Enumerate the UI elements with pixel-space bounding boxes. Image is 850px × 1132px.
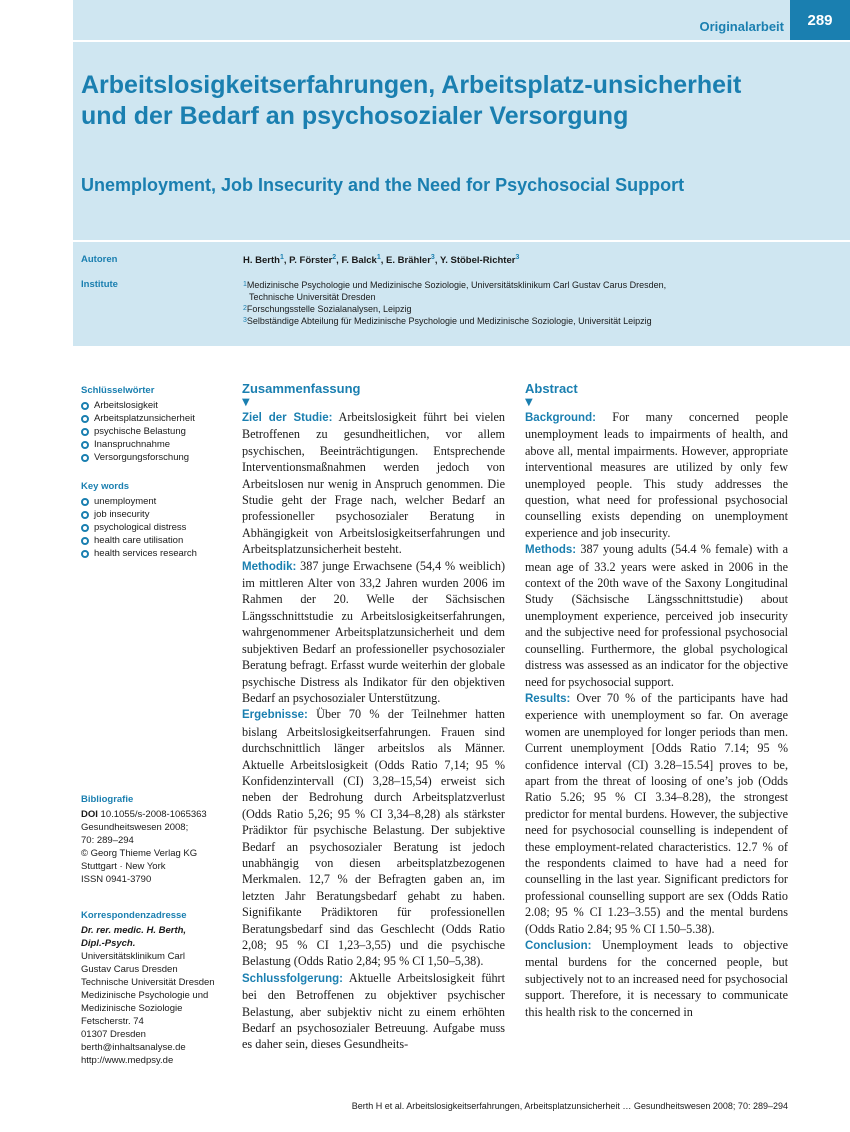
ring-bullet-icon [81, 415, 89, 423]
bibliography-block [81, 793, 231, 886]
address-line: Technische Universität Dresden [81, 977, 215, 988]
institute-item-continued: Technische Universität Dresden [249, 292, 376, 302]
biblio-line: 70: 289–294 [81, 835, 134, 846]
ring-bullet-icon [81, 537, 89, 545]
author: H. Berth [243, 255, 280, 267]
keyword-item: health services research [81, 547, 231, 560]
keyword-item: psychological distress [81, 521, 231, 534]
title-block [73, 42, 850, 240]
institutes-label: Institute [81, 279, 118, 290]
abstract-section: Ergebnisse: Über 70 % der Teilnehmer hatten bislang Arbeitslosigkeitserfahrungen. Frauen sind durchschnittlich länger arbeitslos als Männer. Aktuelle Arbeitslosigkeit (Odds Ratio 7,14; 95 % Konfidenzintervall (CI) 3,28–15,54) erweist sich neben der Bedrohung durch Arbeitsplatzverlust (Odds Ratio 5,26; 95 % CI 3,34–8,28) als stärkster Prädiktor für psychische Belastung. Der subjektive Bedarf an psychosozialer Beratung ist jedoch unabhängig von diesen arbeitsplatzbezogenen Merkmalen. 12,7 % der Befragten gaben an, im letzten Jahr Beratungsbedarf gehabt zu haben. Signifikante Prädiktoren für professionellen Beratungsbedarf sind das Geschlecht (Odds Ratio 2,08; 95 % CI 1,23–3,55) und die psychische Belastung (Odds Ratio 2,84; 95 % CI 1,50–5,38). [242, 707, 505, 969]
abstract-section: Schlussfolgerung: Aktuelle Arbeitslosigkeit führt bei den Betroffenen zu objektiver psychischer Belastung, aber subjektiv nicht zu einem erhöhten Bedarf an psychosozialer Betreuung. Aufgabe muss es daher sein, dieses Gesundheits- [242, 970, 505, 1052]
triangle-down-icon: ▼ [242, 397, 250, 408]
abstract-section: Methods: 387 young adults (54.4 % female) with a mean age of 33.2 years were asked in 2006 in the context of the 20th wave of the Saxony Longitudinal Study (Sächsische Längsschnittstudie) about unemployment experience, perceived job insecurity and the subjective need for professional psychosocial counselling. Furthermore, the global psychological distress was assessed as an indicator for the objective need for psychosocial support. [525, 542, 788, 689]
abstract-section: Methodik: 387 junge Erwachsene (54,4 % weiblich) im mittleren Alter von 33,2 Jahren wurden 2006 im Rahmen der 20. Welle der Sächsischen Längsschnittstudie zu Arbeitslosigkeitserfahrungen, wahrgenommener Arbeitsplatzunsicherheit und dem subjektiven Bedarf an professioneller psychosozialer Beratung befragt. Erfasst wurde weiterhin der globale psychische Distress als Indikator für den objektiven Bedarf an psychosozialer Unterstützung. [242, 558, 506, 705]
address-line: Fetscherstr. 74 [81, 1016, 144, 1027]
biblio-line: ISSN 0941-3790 [81, 874, 152, 885]
page-number: 289 [790, 0, 850, 40]
ring-bullet-icon [81, 402, 89, 410]
keywords-de-block [81, 384, 231, 464]
title-english: Unemployment, Job Insecurity and the Need for Psychosocial Support [81, 175, 685, 195]
abstract-section: Results: Over 70 % of the participants have had experience with unemployment so far. On average women are unemployed for longer periods than men. Current unemployment [Odds Ratio 7.14; 95 % confidence interval (CI) 3.28–15.54] proves to be, apart from the threat of loosing of one’s job (Odds Ratio 5.26; 95 % CI 3.34–8.28), the strongest predictor for mental burdens. However, the subjective need for psychosocial counselling is independent of these employment-related characteristics. 12.7 % of the respondents claimed to have had a need for counselling in the last year. Significant predictors for professional counselling support are sex (Odds Ratio 2.08; 95 % CI 1.23–3.55) and the mental burdens (Odds Ratio 2.84; 95 % CI 1.50–5.38). [525, 690, 789, 936]
author-affiliation: 3 [430, 254, 435, 261]
address-line: Universitätsklinikum Carl [81, 951, 185, 962]
abstract-english [525, 381, 788, 1020]
author: E. Brähler [386, 255, 431, 267]
address-line: 01307 Dresden [81, 1029, 146, 1040]
keyword-item: psychische Belastung [81, 425, 231, 438]
keywords-sidebar [81, 384, 231, 576]
ring-bullet-icon [81, 511, 89, 519]
ring-bullet-icon [81, 428, 89, 436]
triangle-down-icon: ▼ [525, 397, 533, 408]
abstract-de-heading: Zusammenfassung [242, 381, 361, 396]
authors-list: H. Berth$^1$, P. Förster$^2$, F. Balck$^1$, E. Brähler$^3$, Y. Stöbel-Richter$^3$ [243, 254, 520, 267]
abstract-section: Conclusion: Unemployment leads to objective mental burdens for the concerned people, but subjectively not to an increased need for psychosocial support. Therefore, it is necessary to communicate this health risk to the concerned in [525, 938, 789, 1019]
meta-block [73, 242, 850, 346]
institutes-list [243, 279, 843, 327]
abstract-section: Ziel der Studie: Arbeitslosigkeit führt bei vielen Betroffenen zu gesundheitlichen, vor allem psychischen, Beeinträchtigungen. Entsprechende Interventionsmaßnahmen werden jedoch von Arbeitslosen nur wenig in Anspruch genommen. Die Studie geht der Frage nach, welcher Bedarf an professioneller psychosozialer Beratung in Abhängigkeit von Arbeitslosigkeitserfahrungen und Arbeitsplatzunsicherheit besteht. [242, 410, 505, 557]
doi-line: DOI 10.1055/s-2008-1065363 [81, 809, 207, 820]
website-link[interactable]: http://www.medpsy.de [81, 1055, 174, 1066]
correspondence-name: Dr. rer. medic. H. Berth, [81, 925, 187, 936]
ring-bullet-icon [81, 498, 89, 506]
keyword-item: Arbeitslosigkeit [81, 399, 231, 412]
authors-label: Autoren [81, 254, 118, 265]
correspondence-block [81, 909, 231, 1067]
author: Y. Stöbel-Richter [439, 255, 516, 267]
institute-item: $^3$Selbständige Abteilung für Medizinische Psychologie und Medizinische Soziologie, Universität Leipzig [243, 316, 652, 326]
title-german: Arbeitslosigkeitserfahrungen, Arbeitsplatz-unsicherheit und der Bedarf an psychosozialer Versorgung [81, 71, 742, 130]
bibliography-label: Bibliografie [81, 794, 134, 805]
author: P. Förster [289, 255, 333, 267]
keyword-item: unemployment [81, 495, 231, 508]
ring-bullet-icon [81, 550, 89, 558]
keyword-item: Arbeitsplatzunsicherheit [81, 412, 231, 425]
correspondence-title: Dipl.-Psych. [81, 938, 136, 949]
biblio-line: Gesundheitswesen 2008; [81, 822, 189, 833]
ring-bullet-icon [81, 441, 89, 449]
ring-bullet-icon [81, 454, 89, 462]
doi-value[interactable]: 10.1055/s-2008-1065363 [100, 809, 207, 820]
keywords-en-label: Key words [81, 481, 130, 492]
biblio-line: © Georg Thieme Verlag KG [81, 848, 198, 859]
keyword-item: Versorgungsforschung [81, 451, 231, 464]
page-footer: Berth H et al. Arbeitslosigkeitserfahrungen, Arbeitsplatzunsicherheit … Gesundheitswesen 2008; 70: 289–294 [351, 1101, 788, 1111]
keywords-de-label: Schlüsselwörter [81, 385, 155, 396]
institute-item: $^1$Medizinische Psychologie und Medizinische Soziologie, Universitätsklinikum Carl Gustav Carus Dresden, [243, 280, 667, 290]
keyword-item: Inanspruchnahme [81, 438, 231, 451]
keywords-en-block [81, 480, 231, 560]
biblio-line: Stuttgart · New York [81, 861, 166, 872]
abstract-section: Background: For many concerned people unemployment leads to impairments of health, and above all, mental impairments. However, appropriate interventional measures are utilized by only few unemployed people. This study addresses the question, what need for professional psychosocial counselling exists depending on unemployment experience and job insecurity. [525, 410, 788, 540]
abstract-german [242, 381, 505, 1053]
institute-item: $^2$Forschungsstelle Sozialanalysen, Leipzig [243, 304, 412, 314]
author: F. Balck [341, 255, 377, 267]
author-affiliation: 2 [332, 254, 337, 261]
author-affiliation: 1 [279, 254, 284, 261]
abstract-en-heading: Abstract [525, 381, 578, 396]
email-link[interactable]: berth@inhaltsanalyse.de [81, 1042, 186, 1053]
correspondence-label: Korrespondenzadresse [81, 910, 187, 921]
keyword-item: job insecurity [81, 508, 231, 521]
author-affiliation: 1 [376, 254, 381, 261]
section-label: Originalarbeit [699, 19, 784, 34]
address-line: Gustav Carus Dresden [81, 964, 178, 975]
keyword-item: health care utilisation [81, 534, 231, 547]
address-line: Medizinische Soziologie [81, 1003, 183, 1014]
address-line: Medizinische Psychologie und [81, 990, 209, 1001]
author-affiliation: 3 [515, 254, 520, 261]
ring-bullet-icon [81, 524, 89, 532]
